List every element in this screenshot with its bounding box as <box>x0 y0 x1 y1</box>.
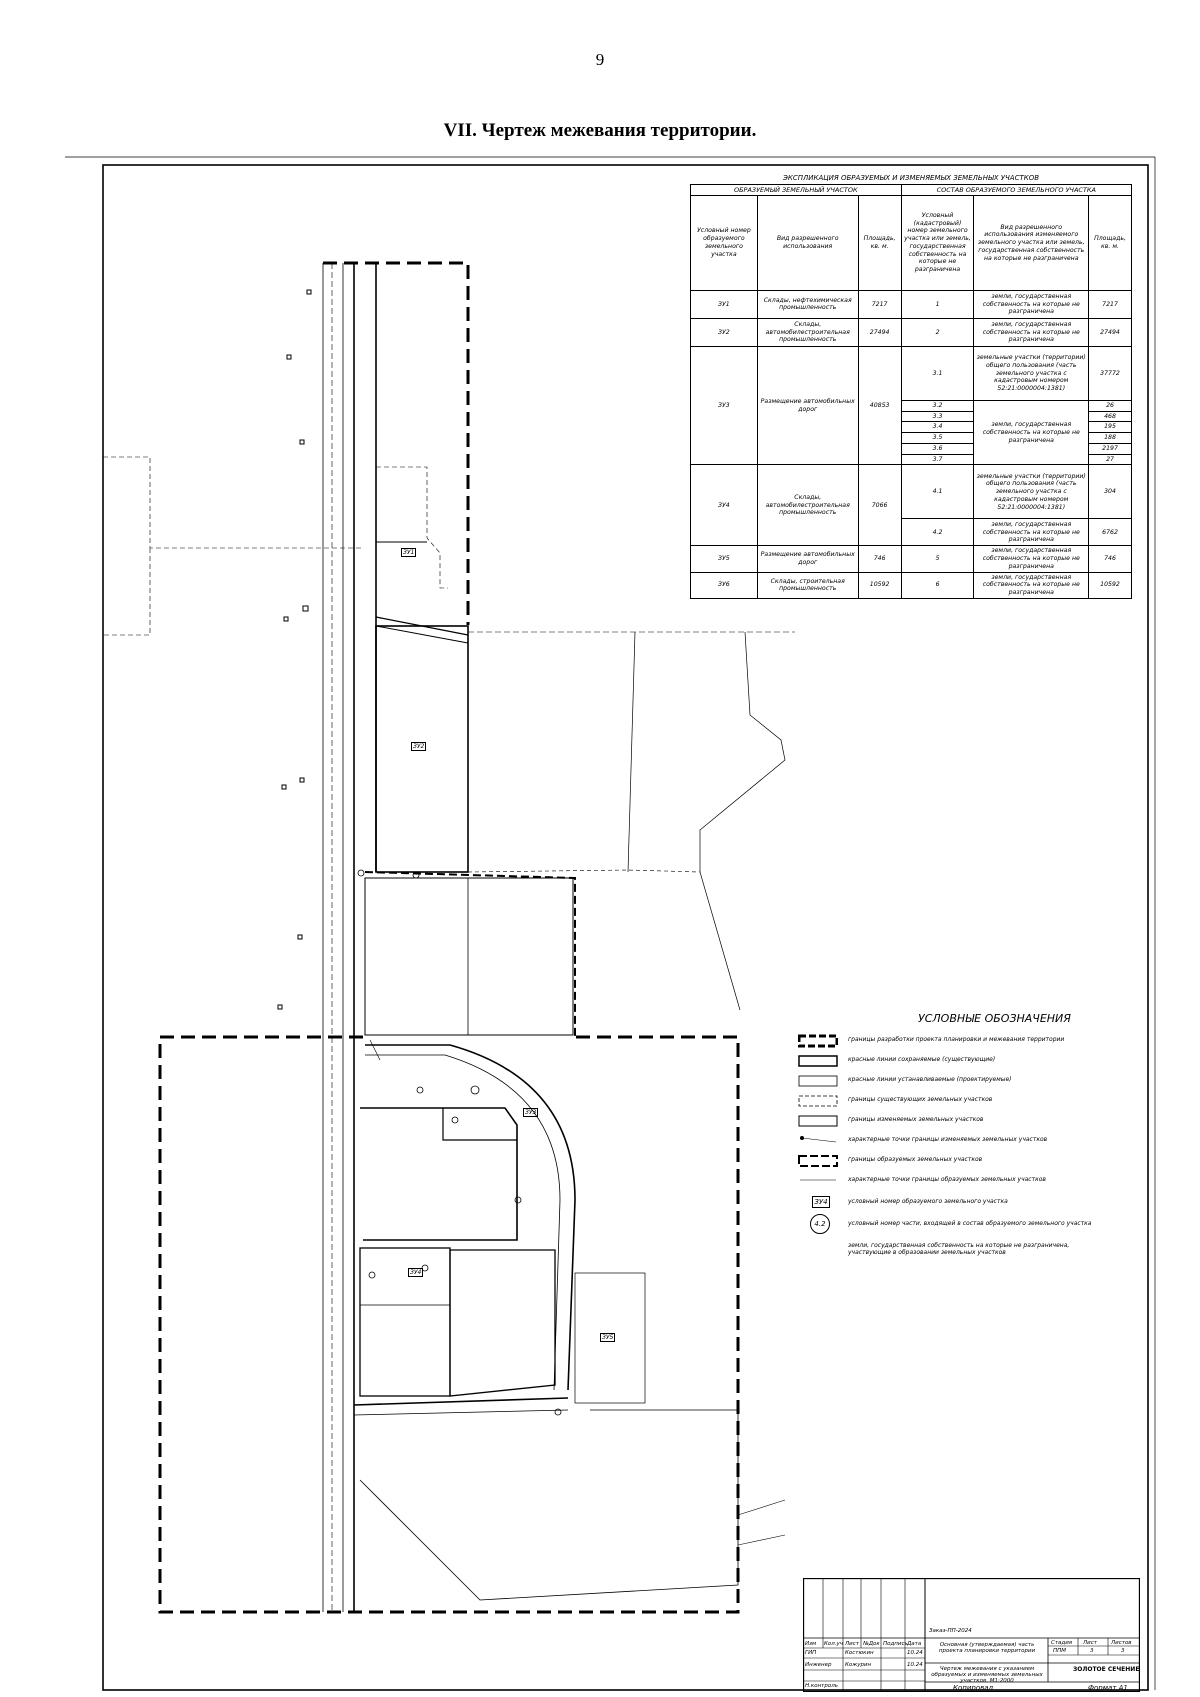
table-cell: 40853 <box>858 346 901 465</box>
table-cell: 37772 <box>1089 346 1132 400</box>
table-cell: 7217 <box>858 290 901 318</box>
table-cell: Размещение автомобильных дорог <box>757 346 858 465</box>
table-cell: 4.1 <box>901 465 974 519</box>
header-comp-area: Площадь, кв. м. <box>1089 195 1132 290</box>
table-cell: земельные участки (территории) общего пользования (часть земельного участка с кадастровым номером 52:21:0000004:1381) <box>974 346 1089 400</box>
stamp-cell: Формат А1 <box>1088 1684 1128 1692</box>
stamp-cell: 10.24 <box>907 1650 923 1656</box>
stamp-cell: Лист <box>845 1641 859 1647</box>
legend-text: границы изменяемых земельных участков <box>848 1116 984 1123</box>
table-cell: Размещение автомобильных дорог <box>757 546 858 572</box>
header-use: Вид разрешенного использования <box>757 195 858 290</box>
table-cell: 468 <box>1089 411 1132 422</box>
table-cell: 2 <box>901 318 974 346</box>
map-label-zu4: ЗУ4 <box>410 1269 422 1276</box>
table-cell: земли, государственная собственность на которые не разграничена <box>974 546 1089 572</box>
explication-table <box>690 173 1132 599</box>
table-cell: 27 <box>1089 454 1132 465</box>
legend-text: границы существующих земельных участков <box>848 1096 993 1103</box>
legend-text: красные линии устанавливаемые (проектируемые) <box>848 1076 1012 1083</box>
stamp-cell: Инженер <box>805 1662 832 1668</box>
legend-item <box>798 1074 1098 1090</box>
stamp-cell: Кол.уч <box>824 1641 844 1647</box>
header-comp-use: Вид разрешенного использования изменяемого земельного участка или земель, государственная собственность на которые не разграничена <box>974 195 1089 290</box>
table-cell: 195 <box>1089 422 1132 433</box>
table-cell: ЗУ1 <box>691 290 758 318</box>
table-row <box>691 465 1132 519</box>
legend-title: УСЛОВНЫЕ ОБОЗНАЧЕНИЯ <box>918 1012 1071 1025</box>
table-cell: 3.7 <box>901 454 974 465</box>
table-cell: земельные участки (территории) общего пользования (часть земельного участка с кадастровым номером 52:21:0000004:1381) <box>974 465 1089 519</box>
table-cell: 3.1 <box>901 346 974 400</box>
legend-text: земли, государственная собственность на которые не разграничена, участвующие в образовании земельных участков <box>848 1242 1070 1256</box>
part-symbol: 4.2 <box>810 1214 830 1234</box>
table-cell: 27494 <box>858 318 901 346</box>
table-cell: 304 <box>1089 465 1132 519</box>
stamp-cell: Стадия <box>1051 1640 1073 1646</box>
title-block <box>803 1578 1140 1692</box>
table-cell: земли, государственная собственность на которые не разграничена <box>974 318 1089 346</box>
table-cell: ЗУ2 <box>691 318 758 346</box>
group-right-header: СОСТАВ ОБРАЗУЕМОГО ЗЕМЕЛЬНОГО УЧАСТКА <box>901 184 1131 195</box>
table-cell: 3.3 <box>901 411 974 422</box>
legend-item <box>798 1240 1098 1262</box>
table-cell: 746 <box>1089 546 1132 572</box>
table-cell: ЗУ3 <box>691 346 758 465</box>
legend-item <box>798 1034 1098 1050</box>
project-boundary-upper <box>323 263 468 625</box>
stamp-cell: Лист <box>1083 1640 1097 1646</box>
table-cell: 26 <box>1089 400 1132 411</box>
stamp-cell: Костюкин <box>845 1650 874 1656</box>
table-cell: ЗУ4 <box>691 465 758 546</box>
legend-item <box>798 1174 1098 1190</box>
table-cell: 6762 <box>1089 519 1132 546</box>
table-cell: Склады, автомобилестроительная промышленность <box>757 465 858 546</box>
stamp-cell: 3 <box>1090 1648 1094 1654</box>
group-left-header: ОБРАЗУЕМЫЙ ЗЕМЕЛЬНЫЙ УЧАСТОК <box>691 184 902 195</box>
table-cell: земли, государственная собственность на которые не разграничена <box>974 519 1089 546</box>
table-cell: 27494 <box>1089 318 1132 346</box>
table-cell: 3.6 <box>901 443 974 454</box>
stamp-cell: Дата <box>907 1641 922 1647</box>
table-cell: 3.4 <box>901 422 974 433</box>
table-cell: Склады, автомобилестроительная промышленность <box>757 318 858 346</box>
table-cell: 2197 <box>1089 443 1132 454</box>
table-cell: земли, государственная собственность на которые не разграничена <box>974 400 1089 465</box>
header-part-number: Условный (кадастровый) номер земельного участка или земель, государственная собственность на которые не разграничена <box>901 195 974 290</box>
legend-item <box>798 1196 1098 1212</box>
stamp-cell: Кожурин <box>845 1662 872 1668</box>
section-title: VII. Чертеж межевания территории. <box>443 120 757 141</box>
legend-text: условный номер части, входящей в состав образуемого земельного участка <box>848 1220 1092 1227</box>
header-zu-number: Условный номер образуемого земельного участка <box>691 195 758 290</box>
legend-text: границы образуемых земельных участков <box>848 1156 983 1163</box>
company-logo: ЗОЛОТОЕ СЕЧЕНИЕ <box>1073 1666 1140 1673</box>
table-cell: Склады, нефтехимическая промышленность <box>757 290 858 318</box>
map-label-zu2: ЗУ2 <box>413 743 425 750</box>
stamp-cell: Заказ-ПП-2024 <box>929 1628 972 1634</box>
table-cell: 7217 <box>1089 290 1132 318</box>
table-cell: 1 <box>901 290 974 318</box>
legend-text: характерные точки границы изменяемых земельных участков <box>848 1136 1048 1143</box>
table-cell: Склады, строительная промышленность <box>757 572 858 598</box>
legend-text: красные линии сохраняемые (существующие) <box>848 1056 996 1063</box>
table-cell: земли, государственная собственность на которые не разграничена <box>974 572 1089 598</box>
stamp-cell: Изм <box>805 1641 817 1647</box>
zu-symbol: ЗУ4 <box>812 1196 830 1208</box>
legend-item <box>798 1094 1098 1110</box>
project-boundary-lower <box>160 1037 738 1612</box>
map-label-zu3: ЗУ3 <box>525 1109 537 1116</box>
table-cell: 3.5 <box>901 433 974 444</box>
legend-item <box>798 1114 1098 1130</box>
explication-title: ЭКСПЛИКАЦИЯ ОБРАЗУЕМЫХ И ИЗМЕНЯЕМЫХ ЗЕМЕЛЬНЫХ УЧАСТКОВ <box>691 173 1132 184</box>
legend-item <box>798 1154 1098 1170</box>
table-cell: 3.2 <box>901 400 974 411</box>
stamp-cell: Листов <box>1111 1640 1132 1646</box>
table-cell: 188 <box>1089 433 1132 444</box>
table-cell: ЗУ6 <box>691 572 758 598</box>
table-cell: 10592 <box>1089 572 1132 598</box>
table-cell: 10592 <box>858 572 901 598</box>
table-cell: земли, государственная собственность на которые не разграничена <box>974 290 1089 318</box>
stamp-cell: Н.контроль <box>805 1683 838 1689</box>
stamp-cell: Подпись <box>883 1641 908 1647</box>
table-cell: 7066 <box>858 465 901 546</box>
stamp-cell: 10.24 <box>907 1662 923 1668</box>
table-cell: 4.2 <box>901 519 974 546</box>
stamp-cell: ППМ <box>1053 1648 1067 1654</box>
legend-item <box>798 1134 1098 1150</box>
legend-item <box>798 1218 1098 1234</box>
table-row <box>691 546 1132 572</box>
stamp-cell: Основная (утверждаемая) часть проекта планировки территории <box>938 1642 1036 1654</box>
table-cell: 746 <box>858 546 901 572</box>
table-cell: 6 <box>901 572 974 598</box>
table-cell: ЗУ5 <box>691 546 758 572</box>
table-row <box>691 572 1132 598</box>
table-row <box>691 318 1132 346</box>
stamp-cell: №Док <box>863 1641 880 1647</box>
page-number: 9 <box>595 50 605 69</box>
stamp-cell: Чертеж межевания с указанием образуемых и изменяемых земельных участков. М1:2000 <box>931 1666 1043 1684</box>
header-area: Площадь, кв. м. <box>858 195 901 290</box>
stamp-cell: Копировал <box>953 1684 993 1692</box>
legend-item <box>798 1054 1098 1070</box>
map-label-zu1: ЗУ1 <box>403 549 415 556</box>
legend-text: условный номер образуемого земельного участка <box>848 1198 1008 1205</box>
map-label-zu5: ЗУ5 <box>602 1334 614 1341</box>
table-row <box>691 290 1132 318</box>
table-row <box>691 346 1132 400</box>
table-cell: 5 <box>901 546 974 572</box>
legend-text: характерные точки границы образуемых земельных участков <box>848 1176 1046 1183</box>
stamp-cell: 3 <box>1121 1648 1125 1654</box>
legend-text: границы разработки проекта планировки и межевания территории <box>848 1036 1065 1043</box>
stamp-cell: ГИП <box>805 1650 817 1656</box>
